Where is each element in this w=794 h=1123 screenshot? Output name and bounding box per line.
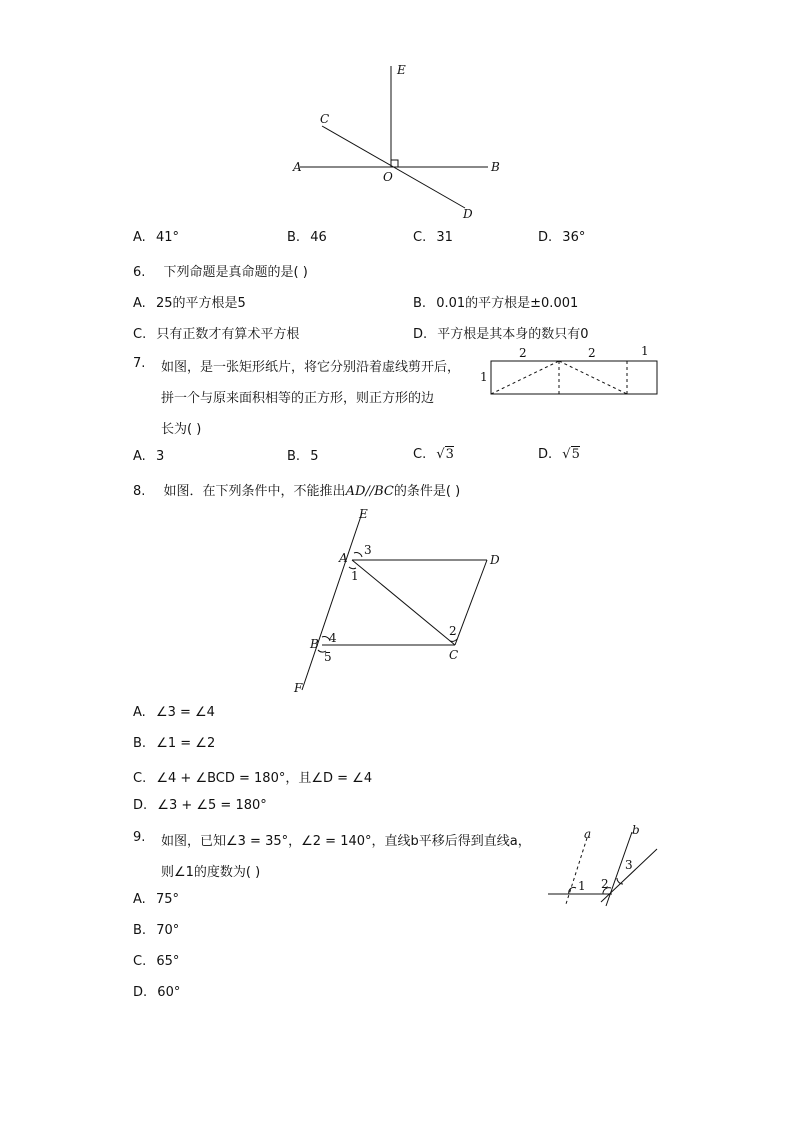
option-letter: D. [133, 985, 148, 1000]
option-text: 41° [155, 230, 179, 245]
q9-figure [542, 822, 664, 907]
q9-number: 9. [133, 830, 146, 845]
option-letter: A. [133, 705, 146, 720]
q9-label-3: 3 [625, 858, 633, 872]
q7-stem-line-3: 长为( ) [161, 422, 202, 437]
q8-label-B: B [310, 637, 319, 651]
q7-label-top-1: 2 [519, 346, 527, 360]
option-text: 70° [156, 923, 180, 938]
q8-label-5: 5 [324, 650, 332, 664]
q9-label-1: 1 [578, 879, 586, 893]
option-letter: B. [413, 296, 427, 311]
option-letter: B. [133, 923, 147, 938]
question-number: 8. [133, 484, 146, 499]
q6-option-a [133, 292, 246, 311]
q8-option-c [133, 767, 372, 786]
option-text: 5 [571, 447, 580, 462]
q7-label-left: 1 [480, 370, 488, 384]
q8-option-d [133, 798, 267, 813]
q7-stem-line-1: 如图，是一张矩形纸片，将它分别沿着虚线剪开后， [161, 360, 461, 375]
option-letter: A. [133, 296, 146, 311]
q6-option-d [413, 323, 589, 342]
q7-label-top-3: 1 [641, 344, 649, 358]
q8-label-C: C [449, 648, 459, 662]
option-letter: B. [133, 736, 147, 751]
label-A: A [293, 160, 302, 174]
option-letter: B. [287, 449, 301, 464]
q8-label-4: 4 [329, 631, 337, 645]
option-text: 46 [310, 230, 327, 245]
label-C: C [320, 112, 330, 126]
option-text: 只有正数才有算术平方根 [156, 327, 300, 342]
q9-stem-line-2: 则∠1的度数为( ) [161, 865, 261, 880]
option-letter: D. [538, 447, 553, 462]
label-E: E [397, 63, 406, 77]
q6-option-b [413, 292, 578, 311]
option-text: 5 [310, 449, 319, 464]
option-letter: C. [133, 771, 147, 786]
option-letter: D. [538, 230, 553, 245]
q7-option-a [133, 449, 164, 464]
q8-label-1: 1 [351, 569, 359, 583]
option-text: ∠4 + ∠BCD = 180°，且∠D = ∠4 [156, 771, 373, 786]
q8-label-2: 2 [449, 624, 457, 638]
q8-stem [133, 480, 460, 499]
q9-label-a: a [584, 827, 592, 841]
option-letter: C. [133, 327, 147, 342]
q8-option-a [133, 705, 215, 720]
option-letter: C. [413, 230, 427, 245]
label-D: D [463, 207, 473, 221]
option-text: ∠3 + ∠5 = 180° [157, 798, 267, 813]
option-letter: A. [133, 230, 146, 245]
label-O: O [383, 170, 393, 184]
q8-label-3: 3 [364, 543, 372, 557]
q9-option-b [133, 923, 179, 938]
q8-label-A: A [339, 551, 348, 565]
option-text: 平方根是其本身的数只有0 [437, 327, 589, 342]
q8-label-D: D [490, 553, 500, 567]
sqrt-radical: √5 [562, 447, 580, 462]
option-letter: C. [133, 954, 147, 969]
q9-label-b: b [632, 823, 640, 837]
q9-stem-line-1: 如图，已知∠3 = 35°，∠2 = 140°，直线b平移后得到直线a， [161, 834, 531, 849]
option-text: 65° [156, 954, 180, 969]
option-letter: A. [133, 892, 146, 907]
label-B: B [491, 160, 500, 174]
question-number: 6. [133, 265, 146, 280]
option-letter: B. [287, 230, 301, 245]
q9-option-d [133, 985, 180, 1000]
option-text: 3 [445, 447, 454, 462]
option-text: 36° [562, 230, 586, 245]
sqrt-radical: √3 [436, 447, 454, 462]
q7-label-top-2: 2 [588, 346, 596, 360]
q9-option-a [133, 892, 179, 907]
q7-option-d [538, 447, 580, 462]
option-text: 75° [155, 892, 179, 907]
option-text: 25的平方根是5 [155, 296, 246, 311]
question-text: 下列命题是真命题的是( ) [163, 265, 308, 280]
option-text: 0.01的平方根是±0.001 [436, 296, 579, 311]
q8-figure [290, 505, 510, 700]
q5-option-b [287, 230, 327, 245]
q8-label-E: E [359, 507, 368, 521]
q6-stem [133, 261, 308, 280]
q7-stem-line-2: 拼一个与原来面积相等的正方形，则正方形的边 [161, 391, 435, 406]
q5-option-d [538, 230, 585, 245]
q9-option-c [133, 954, 179, 969]
option-text: ∠3 = ∠4 [155, 705, 215, 720]
q7-option-c [413, 447, 454, 462]
q7-figure [478, 343, 663, 401]
q9-label-2: 2 [601, 877, 609, 891]
q7-option-b [287, 449, 318, 464]
q8-label-F: F [294, 681, 303, 695]
option-letter: D. [413, 327, 428, 342]
q5-option-a [133, 230, 179, 245]
question-text-pre: 如图．在下列条件中，不能推出 [163, 484, 346, 499]
option-text: 60° [157, 985, 181, 1000]
q8-option-b [133, 736, 215, 751]
option-text: 31 [436, 230, 453, 245]
q7-number: 7. [133, 356, 146, 371]
option-text: 3 [155, 449, 165, 464]
q5-option-c [413, 230, 453, 245]
option-text: ∠1 = ∠2 [156, 736, 216, 751]
q5-figure [280, 55, 500, 225]
question-text-post: 的条件是( ) [393, 484, 461, 499]
option-letter: C. [413, 447, 427, 462]
option-letter: D. [133, 798, 148, 813]
q6-option-c [133, 323, 299, 342]
question-math: AD//BC [345, 484, 394, 499]
option-letter: A. [133, 449, 146, 464]
